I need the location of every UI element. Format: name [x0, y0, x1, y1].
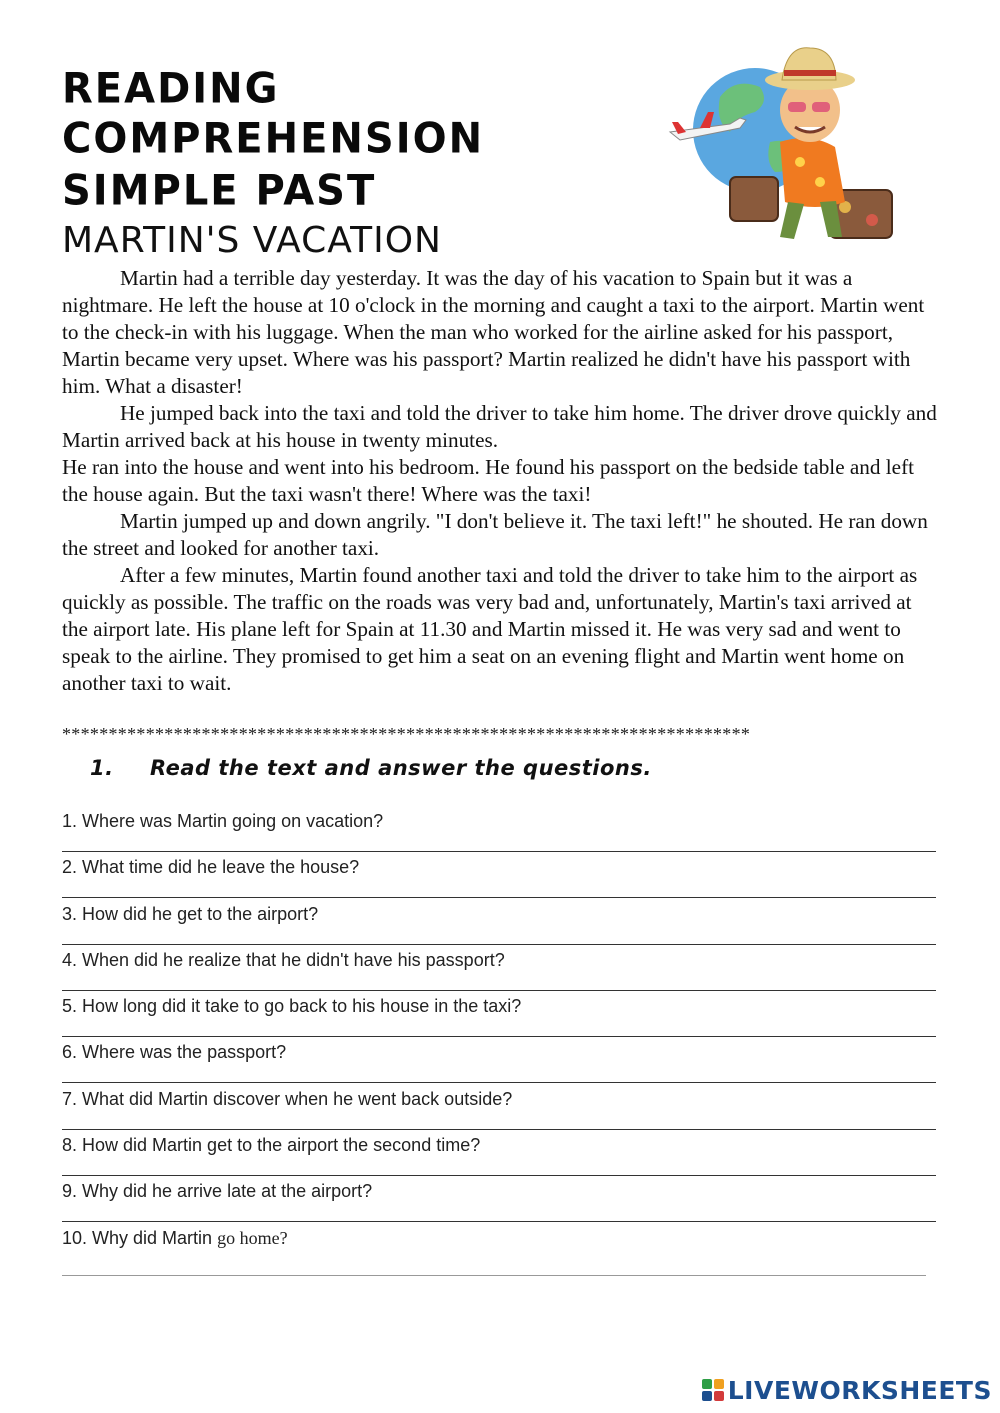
task-instruction: Read the text and answer the questions. [150, 756, 652, 780]
question-item [62, 1086, 936, 1132]
question-text: 6. Where was the passport? [62, 1042, 287, 1063]
question-10-prefix: 10. Why did Martin [62, 1227, 213, 1248]
question-text: 7. What did Martin discover when he went back outside? [62, 1088, 513, 1109]
question-item [62, 1225, 936, 1271]
task-number: 1. [90, 756, 114, 780]
answer-line[interactable] [62, 1175, 936, 1176]
question-item [62, 854, 936, 900]
question-list [62, 808, 936, 1271]
question-item [62, 993, 936, 1039]
question-text: 8. How did Martin get to the airport the second time? [62, 1135, 481, 1156]
question-item [62, 901, 936, 947]
story-title: MARTIN'S VACATION [62, 220, 442, 261]
title-line-2: COMPREHENSION [62, 114, 485, 164]
story-paragraph: Martin jumped up and down angrily. "I don't believe it. The taxi left!" he shouted. He ran down the street and looked for another taxi. [62, 509, 928, 560]
question-text: 4. When did he realize that he didn't have his passport? [62, 949, 505, 970]
question-text: 3. How did he get to the airport? [62, 903, 319, 924]
answer-line[interactable] [62, 1036, 936, 1037]
answer-line[interactable] [62, 897, 936, 898]
task-heading [90, 756, 652, 780]
answer-line[interactable] [62, 851, 936, 852]
question-item [62, 808, 936, 854]
story-paragraph: He ran into the house and went into his bedroom. He found his passport on the bedside table and left the house again. But the taxi wasn't there! Where was the taxi! [62, 455, 915, 506]
story-text [62, 265, 938, 697]
question-text: 2. What time did he leave the house? [62, 857, 360, 878]
liveworksheets-wordmark: LIVEWORKSHEETS [727, 1375, 992, 1405]
star-separator: ************************************************************************** [62, 724, 751, 744]
answer-line[interactable] [62, 1082, 936, 1083]
answer-line[interactable] [62, 1129, 936, 1130]
question-item [62, 947, 936, 993]
question-item [62, 1132, 936, 1178]
liveworksheets-logo[interactable] [702, 1375, 992, 1405]
question-item [62, 1039, 936, 1085]
answer-line[interactable] [62, 1221, 936, 1222]
story-paragraph: He jumped back into the taxi and told the driver to take him home. The driver drove quickly and Martin arrived back at his house in twenty minutes. [62, 401, 937, 452]
answer-line[interactable] [62, 1275, 926, 1276]
question-10-suffix: go home? [217, 1227, 288, 1248]
liveworksheets-logo-icon [702, 1379, 724, 1401]
question-text: 5. How long did it take to go back to his house in the taxi? [62, 996, 522, 1017]
question-text [62, 1225, 936, 1249]
traveler-illustration [660, 42, 910, 247]
story-paragraph: After a few minutes, Martin found another taxi and told the driver to take him to the airport as quickly as possible. The traffic on the roads was very bad and, unfortunately, Martin's taxi arrived at the airport late. His plane left for Spain at 11.30 and Martin missed it. He was very sad and went to speak to the airline. They promised to get him a seat on an evening flight and Martin went home on another taxi to wait. [62, 563, 918, 695]
answer-line[interactable] [62, 944, 936, 945]
question-text: 1. Where was Martin going on vacation? [62, 811, 384, 831]
question-text: 9. Why did he arrive late at the airport? [62, 1181, 373, 1202]
answer-line[interactable] [62, 990, 936, 991]
title-line-1: READING [62, 64, 280, 114]
title-line-3: SIMPLE PAST [62, 166, 377, 216]
question-item [62, 1178, 936, 1224]
story-paragraph: Martin had a terrible day yesterday. It was the day of his vacation to Spain but it was a nightmare. He left the house at 10 o'clock in the morning and caught a taxi to the airport. Martin went to the check-in with his luggage. When the man who worked for the airline asked for his passport, Martin became very upset. Where was his passport? Martin realized he didn't have his passport with him. What a disaster! [62, 266, 925, 398]
